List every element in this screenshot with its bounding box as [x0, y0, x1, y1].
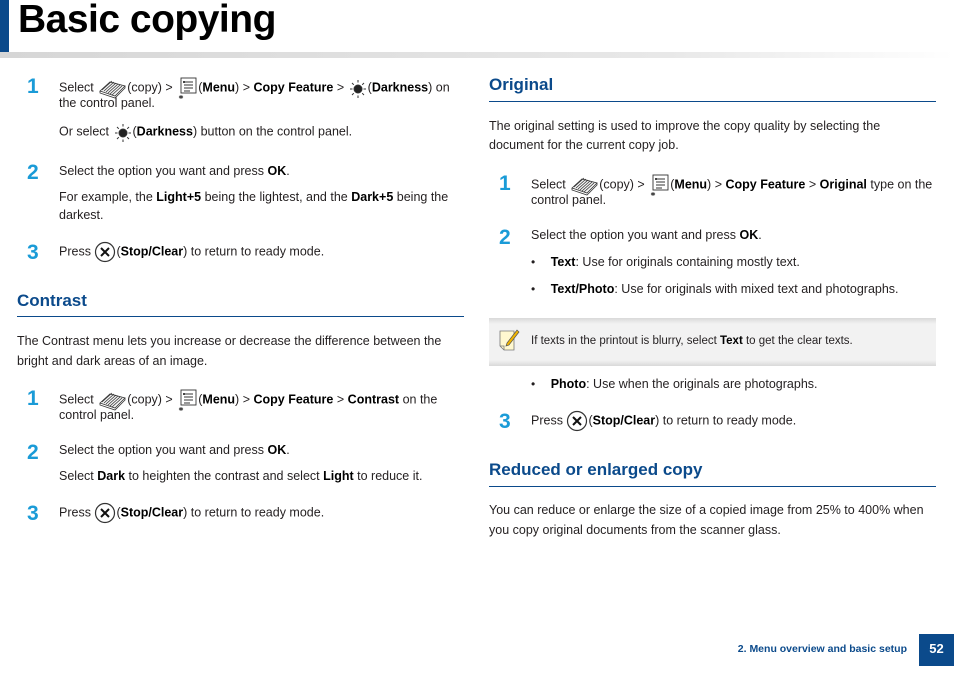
menu-icon [176, 76, 198, 100]
step-text: on the [402, 392, 438, 407]
contrast-step-2 [59, 441, 290, 459]
step-text: Select [59, 80, 94, 95]
step-text: > [808, 177, 817, 192]
step-2-example-end: darkest. [59, 208, 104, 222]
note-text-part: to get the clear texts. [745, 335, 853, 347]
note-text-part: If texts in the printout is blurry, select [531, 335, 717, 347]
step-text: ( [116, 505, 121, 520]
option-description: : Use when the originals are photographs. [586, 377, 818, 391]
step-text: ) [235, 392, 240, 407]
step-text: > [336, 80, 345, 95]
contrast-step-1-continued: control panel. [59, 408, 135, 422]
step-text: Select [531, 177, 566, 192]
step-text: Or select [59, 124, 110, 139]
step-text: ) on [428, 80, 450, 95]
step-3-instruction [59, 241, 324, 263]
reduced-description: you copy original documents from the scanner glass. [489, 523, 781, 537]
original-step-1-continued: control panel. [531, 193, 607, 207]
step-text: ( [588, 413, 593, 428]
original-description: document for the current copy job. [489, 138, 679, 152]
step-number: 1 [27, 387, 39, 410]
dark-label: Dark [97, 469, 126, 483]
contrast-heading: Contrast [17, 291, 87, 310]
note-text [531, 332, 853, 350]
contrast-label: Contrast [347, 392, 400, 407]
step-text: ) [707, 177, 712, 192]
step-number: 1 [499, 172, 511, 195]
copy-feature-label: Copy Feature [253, 392, 334, 407]
step-text: being the lightest, and the [204, 190, 348, 204]
stop-clear-icon [566, 410, 588, 432]
bullet-icon: • [531, 377, 536, 391]
step-text: type on the [870, 177, 933, 192]
step-number: 3 [499, 410, 511, 433]
step-text: ( [198, 80, 203, 95]
copy-feature-label: Copy Feature [725, 177, 806, 192]
original-heading: Original [489, 75, 554, 94]
step-text: Press [59, 244, 91, 259]
stop-clear-label: Stop/Clear [120, 505, 184, 520]
step-text: > [336, 392, 345, 407]
footer-chapter: 2. Menu overview and basic setup [737, 643, 907, 655]
list-item [531, 253, 800, 271]
step-text: Press [59, 505, 91, 520]
step-text: ) to return to ready mode. [183, 244, 325, 259]
step-text: . [286, 443, 290, 457]
option-description: : Use for originals with mixed text and photographs. [614, 282, 899, 296]
page-title: Basic copying [18, 0, 276, 41]
step-text: ( [116, 244, 121, 259]
contrast-step-3 [59, 502, 324, 524]
step-text: Select the option you want and press [59, 443, 264, 457]
note-icon [498, 328, 520, 354]
step-text: Select [59, 392, 94, 407]
original-step-3 [531, 410, 796, 432]
step-text: > [714, 177, 723, 192]
stop-clear-label: Stop/Clear [120, 244, 184, 259]
step-text: ) to return to ready mode. [183, 505, 325, 520]
step-1-alt [59, 122, 352, 142]
step-text: ( [198, 392, 203, 407]
step-number: 2 [499, 226, 511, 249]
darkness-label: Darkness [136, 124, 193, 139]
light-value: Light+5 [156, 190, 202, 204]
section-divider [17, 316, 464, 317]
menu-icon [648, 173, 670, 197]
step-text: ) to return to ready mode. [655, 413, 797, 428]
title-accent-bar [0, 0, 9, 52]
copy-feature-label: Copy Feature [253, 80, 334, 95]
menu-label: Menu [202, 80, 236, 95]
step-text: ( [670, 177, 675, 192]
original-description: The original setting is used to improve the copy quality by selecting the [489, 119, 881, 133]
reduced-enlarged-heading: Reduced or enlarged copy [489, 460, 703, 479]
step-text: ( [132, 124, 137, 139]
ok-label: OK [739, 228, 759, 242]
step-text: (copy) > [127, 392, 173, 407]
bullet-icon: • [531, 282, 536, 296]
step-text: (copy) > [599, 177, 645, 192]
step-text: Select [59, 469, 94, 483]
section-divider [489, 486, 936, 487]
option-term: Text/Photo [550, 282, 615, 296]
step-text: . [286, 164, 290, 178]
step-text: (copy) > [127, 80, 173, 95]
menu-label: Menu [202, 392, 236, 407]
step-text: > [242, 392, 251, 407]
option-description: : Use for originals containing mostly text. [575, 255, 800, 269]
step-text: . [758, 228, 762, 242]
page-number: 52 [919, 634, 954, 666]
step-text: to reduce it. [357, 469, 423, 483]
step-number: 2 [27, 161, 39, 184]
menu-label: Menu [674, 177, 708, 192]
section-divider [489, 101, 936, 102]
step-2-instruction [59, 162, 290, 180]
step-text: being the [396, 190, 449, 204]
step-text: Select the option you want and press [531, 228, 736, 242]
ok-label: OK [267, 443, 287, 457]
step-number: 2 [27, 441, 39, 464]
contrast-description: The Contrast menu lets you increase or decrease the difference between the [17, 334, 442, 348]
step-text: to heighten the contrast and select [128, 469, 320, 483]
option-term: Photo [550, 377, 587, 391]
step-text: For example, the [59, 190, 153, 204]
stop-clear-icon [94, 241, 116, 263]
title-divider [0, 52, 954, 58]
step-text: Press [531, 413, 563, 428]
step-number: 1 [27, 75, 39, 98]
darkness-label: Darkness [371, 80, 429, 95]
step-1-continued: the control panel. [59, 96, 155, 110]
light-label: Light [323, 469, 354, 483]
step-number: 3 [27, 502, 39, 525]
note-term: Text [719, 335, 743, 347]
dark-value: Dark+5 [351, 190, 394, 204]
stop-clear-label: Stop/Clear [592, 413, 656, 428]
bullet-icon: • [531, 255, 536, 269]
stop-clear-icon [94, 502, 116, 524]
contrast-step-2-detail [59, 467, 422, 485]
menu-icon [176, 388, 198, 412]
list-item [531, 280, 899, 298]
original-label: Original [819, 177, 867, 192]
step-2-example [59, 188, 469, 206]
contrast-description: bright and dark areas of an image. [17, 354, 208, 368]
step-text: > [242, 80, 251, 95]
step-text: ( [367, 80, 372, 95]
darkness-icon [113, 122, 133, 142]
step-text: ) button on the control panel. [192, 124, 353, 139]
step-number: 3 [27, 241, 39, 264]
ok-label: OK [267, 164, 287, 178]
darkness-icon [348, 78, 368, 98]
option-term: Text [550, 255, 576, 269]
list-item [531, 375, 818, 393]
original-step-2 [531, 226, 762, 244]
step-text: ) [235, 80, 240, 95]
step-text: Select the option you want and press [59, 164, 264, 178]
reduced-description: You can reduce or enlarge the size of a copied image from 25% to 400% when [489, 503, 924, 517]
